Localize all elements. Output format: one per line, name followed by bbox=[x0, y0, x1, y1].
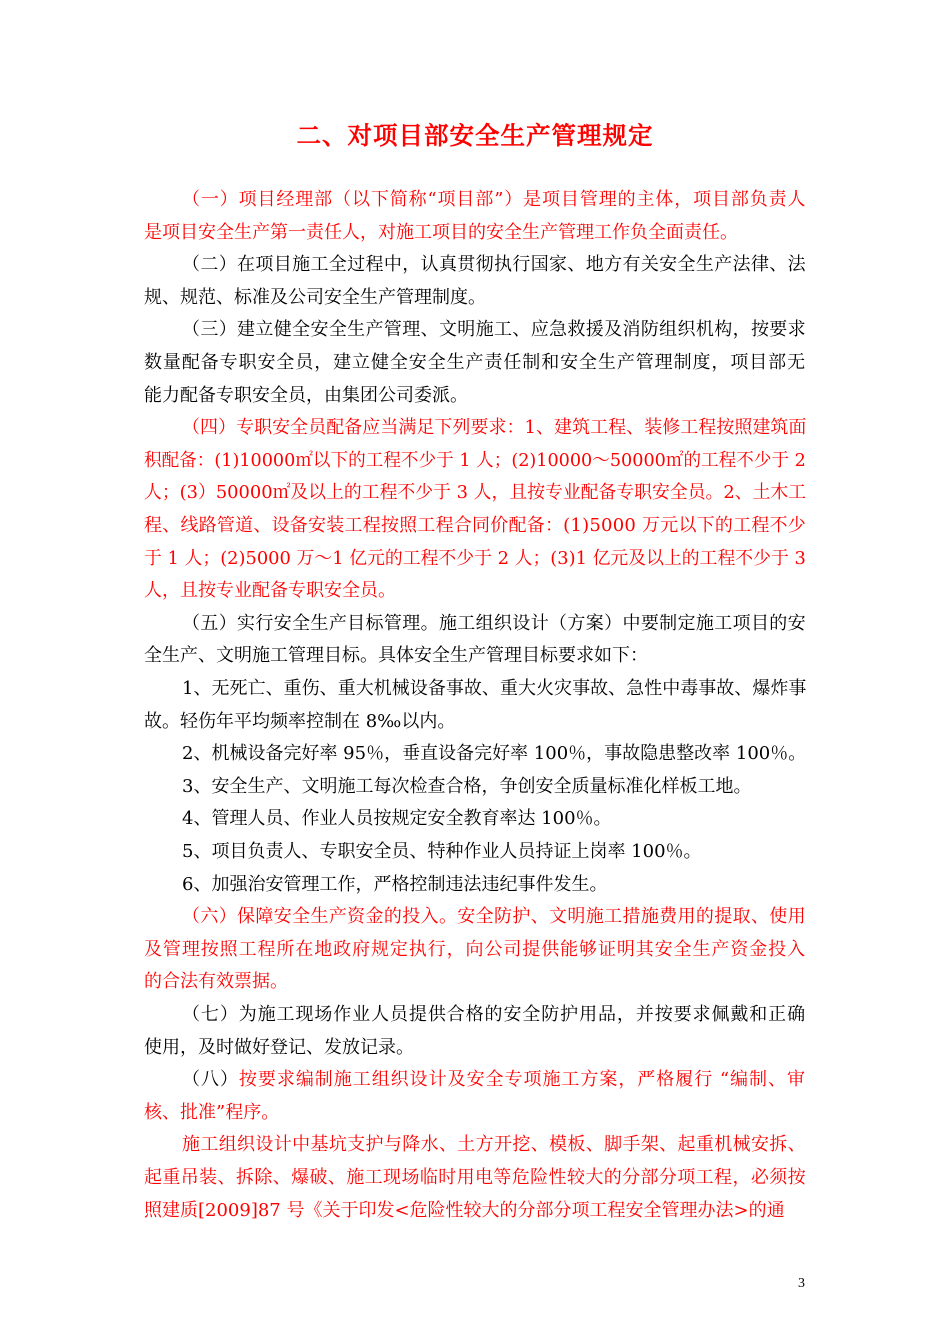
text-line-content: 积配备：(1)10000㎡以下的工程不少于 1 人；(2)10000～50000㎡的工程不少于 2 bbox=[144, 449, 806, 471]
text-line bbox=[182, 901, 806, 933]
text-line bbox=[182, 999, 806, 1031]
text-line bbox=[144, 575, 396, 607]
text-line-content: 施工组织设计中基坑支护与降水、土方开挖、模板、脚手架、起重机械安拆、 bbox=[182, 1134, 806, 1156]
text-line-content: 1、无死亡、重伤、重大机械设备事故、重大火灾事故、急性中毒事故、爆炸事 bbox=[182, 678, 807, 699]
text-line bbox=[144, 347, 806, 379]
text-line bbox=[182, 738, 806, 770]
text-line-content: 6、加强治安管理工作，严格控制违法违纪事件发生。 bbox=[182, 873, 608, 895]
text-line-content: 故。轻伤年平均频率控制在 8‰以内。 bbox=[144, 710, 456, 732]
text-line-content: 及管理按照工程所在地政府规定执行，向公司提供能够证明其安全生产资金投入 bbox=[144, 938, 806, 960]
text-line bbox=[144, 1162, 806, 1194]
text-line-content: 2、机械设备完好率 95％，垂直设备完好率 100％，事故隐患整改率 100％。 bbox=[182, 743, 807, 765]
text-line bbox=[182, 1064, 806, 1096]
text-line bbox=[182, 1129, 806, 1161]
text-line-content: （二）在项目施工全过程中，认真贯彻执行国家、地方有关安全生产法律、法 bbox=[182, 254, 806, 276]
text-line bbox=[144, 282, 486, 314]
page-title: 二、对项目部安全生产管理规定 bbox=[296, 121, 654, 150]
text-line bbox=[182, 673, 806, 705]
text-line bbox=[144, 640, 648, 672]
text-line-content: 人；(3）50000㎡及以上的工程不少于 3 人，且按专业配备专职安全员。2、土木工 bbox=[144, 482, 807, 504]
text-line-content: 4、管理人员、作业人员按规定安全教育率达 100％。 bbox=[182, 808, 612, 830]
text-line-content: （六）保障安全生产资金的投入。安全防护、文明施工措施费用的提取、使用 bbox=[182, 906, 806, 928]
text-line-content: （四）专职安全员配备应当满足下列要求：1、建筑工程、装修工程按照建筑面 bbox=[182, 417, 807, 439]
text-line bbox=[144, 934, 806, 966]
text-line-content: 核、批准”程序。 bbox=[144, 1101, 280, 1123]
text-line bbox=[144, 966, 288, 998]
text-line bbox=[182, 184, 806, 216]
text-line-content: 人，且按专业配备专职安全员。 bbox=[144, 580, 396, 602]
text-line bbox=[182, 314, 806, 346]
text-line-content: 规、规范、标准及公司安全生产管理制度。 bbox=[144, 286, 486, 308]
text-line bbox=[144, 380, 468, 412]
text-line bbox=[182, 771, 751, 803]
text-line-content: （三）建立健全安全生产管理、文明施工、应急救援及消防组织机构，按要求 bbox=[182, 319, 806, 341]
text-line bbox=[144, 477, 806, 509]
text-line-content: 于 1 人；(2)5000 万～1 亿元的工程不少于 2 人；(3)1 亿元及以上的工程不少于 3 bbox=[144, 547, 806, 569]
text-line-content: 程、线路管道、设备安装工程按照工程合同价配备：(1)5000 万元以下的工程不少 bbox=[144, 515, 807, 536]
text-line-content: 3、安全生产、文明施工每次检查合格，争创安全质量标准化样板工地。 bbox=[182, 775, 752, 797]
text-line bbox=[182, 803, 612, 835]
text-line-content: 使用，及时做好登记、发放记录。 bbox=[144, 1036, 414, 1058]
text-line-prefix: （八） bbox=[182, 1069, 239, 1091]
page-number: 3 bbox=[798, 1276, 805, 1291]
text-line-content: 5、项目负责人、专职安全员、特种作业人员持证上岗率 100％。 bbox=[182, 841, 702, 862]
text-line bbox=[182, 412, 806, 444]
text-line-content: 的合法有效票据。 bbox=[144, 971, 288, 993]
text-line-content: 起重吊装、拆除、爆破、施工现场临时用电等危险性较大的分部分项工程，必须按 bbox=[144, 1167, 806, 1188]
text-line-content: 能力配备专职安全员，由集团公司委派。 bbox=[144, 384, 468, 406]
text-line bbox=[144, 1195, 785, 1227]
text-line bbox=[182, 608, 806, 640]
text-line-content: 是项目安全生产第一责任人，对施工项目的安全生产管理工作负全面责任。 bbox=[144, 221, 738, 243]
text-line bbox=[144, 706, 455, 738]
text-line bbox=[144, 1032, 414, 1064]
text-line bbox=[144, 217, 738, 249]
text-line bbox=[144, 543, 806, 575]
text-line-content: 按要求编制施工组织设计及安全专项施工方案，严格履行 “编制、审 bbox=[238, 1069, 806, 1091]
text-line-content: 全生产、文明施工管理目标。具体安全生产管理目标要求如下： bbox=[144, 645, 648, 667]
text-line-content: （一）项目经理部（以下简称“项目部”）是项目管理的主体，项目部负责人 bbox=[182, 189, 807, 210]
text-line-content: 照建质[2009]87 号《关于印发<危险性较大的分部分项工程安全管理办法>的通 bbox=[144, 1199, 785, 1221]
text-line bbox=[144, 510, 806, 542]
text-line-content: （七）为施工现场作业人员提供合格的安全防护用品，并按要求佩戴和正确 bbox=[182, 1004, 806, 1025]
text-line-content: （五）实行安全生产目标管理。施工组织设计（方案）中要制定施工项目的安 bbox=[182, 612, 806, 634]
text-line bbox=[144, 445, 806, 477]
text-line bbox=[144, 1097, 279, 1129]
text-line bbox=[182, 869, 607, 901]
text-line bbox=[182, 249, 806, 281]
text-line-content: 数量配备专职安全员，建立健全安全生产责任制和安全生产管理制度，项目部无 bbox=[144, 352, 806, 373]
text-line bbox=[182, 836, 702, 868]
